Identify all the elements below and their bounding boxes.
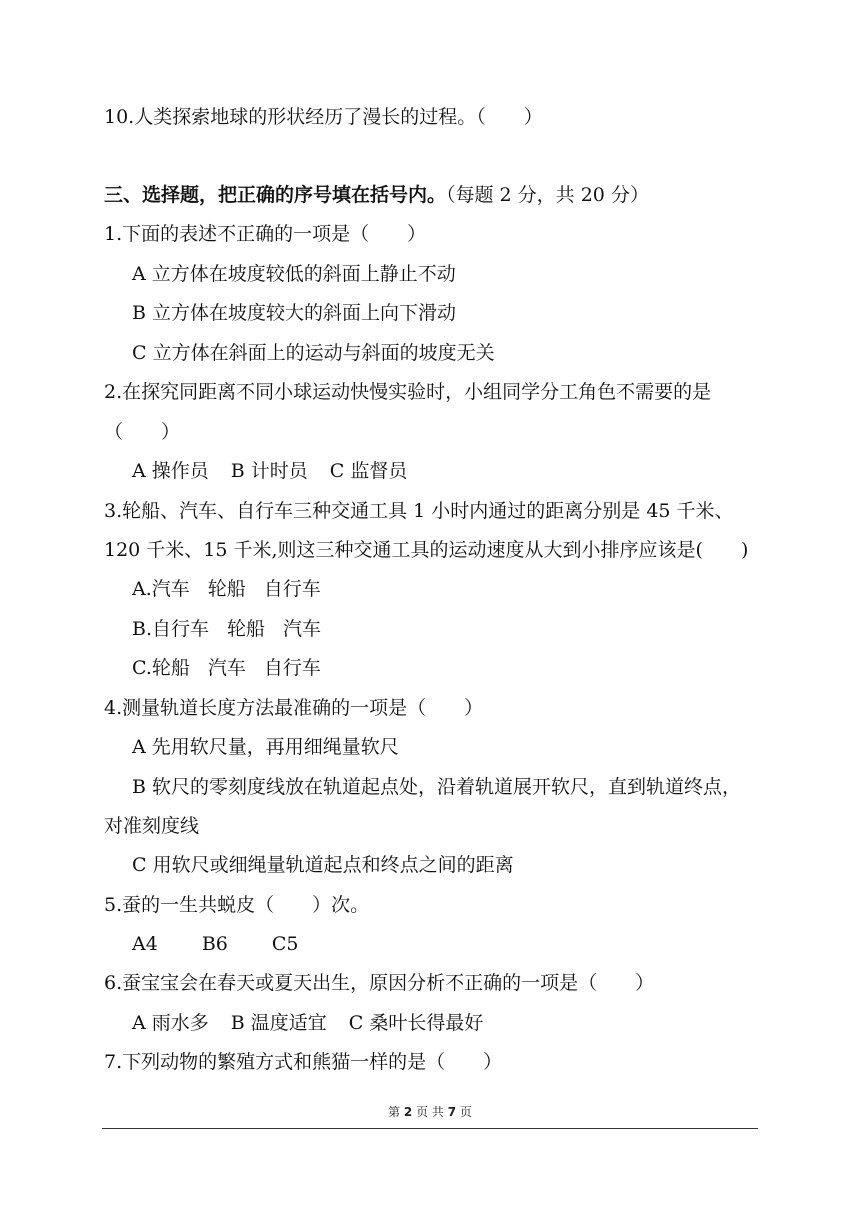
question-1-stem: 1.下面的表述不正确的一项是（ ） (104, 223, 427, 245)
question-1-option-c: C 立方体在斜面上的运动与斜面的坡度无关 (132, 342, 495, 364)
footer-mid: 页 共 (416, 1105, 444, 1119)
question-5-option-a: A4 (132, 933, 158, 955)
section-3-heading: 三、选择题，把正确的序号填在括号内。 (104, 184, 447, 206)
question-2-stem-cont: （ ） (104, 421, 181, 443)
option-part: B.自行车 (132, 618, 210, 640)
question-2-option-a: A 操作员 (132, 460, 209, 482)
question-6-options (132, 1011, 483, 1035)
question-3-option-b (132, 617, 321, 641)
question-4-option-b-cont: 对准刻度线 (104, 815, 200, 837)
question-4-option-b: B 软尺的零刻度线放在轨道起点处，沿着轨道展开软尺，直到轨道终点， (132, 776, 742, 798)
question-10: 10.人类探索地球的形状经历了漫长的过程。（ ） (104, 106, 543, 128)
question-5-stem: 5.蚕的一生共蜕皮（ ）次。 (104, 894, 370, 916)
question-6-option-a: A 雨水多 (132, 1012, 209, 1034)
footer-suffix: 页 (459, 1105, 472, 1119)
question-4-stem: 4.测量轨道长度方法最准确的一项是（ ） (104, 697, 484, 719)
question-5-options (132, 932, 299, 956)
question-5-option-b: B6 (201, 933, 228, 955)
option-part: 自行车 (263, 578, 321, 600)
question-6-option-b: B 温度适宜 (230, 1012, 327, 1034)
option-part: 自行车 (263, 657, 321, 679)
question-3-stem: 3.轮船、汽车、自行车三种交通工具 1 小时内通过的距离分别是 45 千米、 (104, 500, 734, 522)
option-part: 轮船 (227, 618, 266, 640)
question-3-stem-cont: 120 千米、15 千米,则这三种交通工具的运动速度从大到小排序应该是( ) (104, 539, 749, 561)
question-3-option-c (132, 656, 321, 680)
option-part: C.轮船 (132, 657, 190, 679)
option-part: A.汽车 (132, 578, 190, 600)
question-7-stem: 7.下列动物的繁殖方式和熊猫一样的是（ ） (104, 1051, 503, 1073)
page-number: 2 (403, 1105, 413, 1119)
option-part: 汽车 (207, 657, 246, 679)
question-4-option-a: A 先用软尺量，再用细绳量软尺 (132, 736, 399, 758)
question-1-option-b: B 立方体在坡度较大的斜面上向下滑动 (132, 302, 457, 324)
footer-rule (102, 1128, 758, 1129)
question-2-options (132, 459, 407, 483)
question-6-option-c: C 桑叶长得最好 (348, 1012, 484, 1034)
footer-prefix: 第 (388, 1105, 401, 1119)
option-part: 汽车 (283, 618, 322, 640)
question-5-option-c: C5 (271, 933, 299, 955)
question-3-option-a (132, 577, 321, 601)
question-6-stem: 6.蚕宝宝会在春天或夏天出生，原因分析不正确的一项是（ ） (104, 972, 655, 994)
question-2-option-c: C 监督员 (329, 460, 408, 482)
option-part: 轮船 (207, 578, 246, 600)
question-1-option-a: A 立方体在坡度较低的斜面上静止不动 (132, 263, 456, 285)
section-3-score: （每题 2 分，共 20 分） (446, 184, 649, 206)
question-4-option-c: C 用软尺或细绳量轨道起点和终点之间的距离 (132, 854, 514, 876)
question-2-stem: 2.在探究同距离不同小球运动快慢实验时，小组同学分工角色不需要的是 (104, 381, 712, 403)
section-3-title (104, 183, 649, 207)
question-2-option-b: B 计时员 (230, 460, 308, 482)
page-total: 7 (447, 1105, 457, 1119)
page-footer (0, 1104, 860, 1120)
